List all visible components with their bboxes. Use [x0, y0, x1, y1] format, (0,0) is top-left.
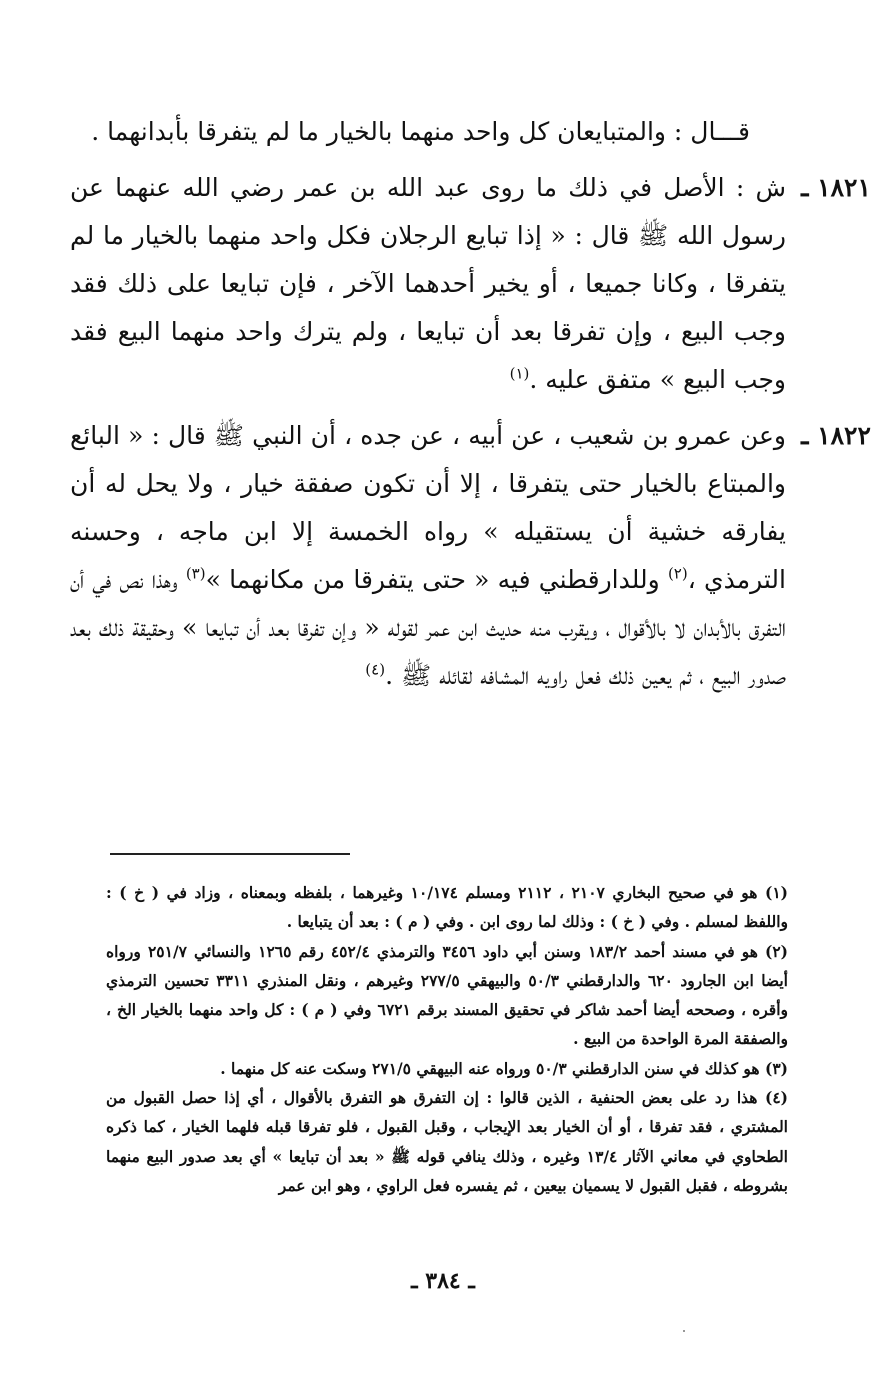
footnote-ref: (٢) — [667, 564, 688, 583]
main-text — [70, 108, 871, 700]
speck — [683, 1330, 685, 1332]
footnote-ref: (٣) — [185, 564, 206, 583]
entry-number: ١٨٢١ ـ — [801, 173, 871, 202]
entry-text — [70, 164, 786, 404]
entry-body: وهذا نص في أن التفرق بالأبدان لا بالأقوال ، ويقرب منه حديث ابن عمر لقوله « وإن تفرقا بعد أن تبايعا » وحقيقة ذلك بعد صدور البيع ، ثم يعين ذلك فعل راويه المشافه لقائله ﷺ . — [70, 565, 786, 690]
entry-body: وللدارقطني فيه « حتى يتفرقا من مكانهما » — [205, 565, 668, 594]
footnote: (١) هو في صحيح البخاري ٢١٠٧ ، ٢١١٢ ومسلم ١٠/١٧٤ وغيرهما ، بلفظه وبمعناه ، وزاد في ( خ ) : واللفظ لمسلم . وفي ( خ ) : وذلك لما روى ابن . وفي ( م ) : بعد أن يتبايعا . — [106, 883, 789, 932]
footnotes — [106, 878, 788, 1200]
footnote-ref: (١) — [509, 364, 530, 383]
page-number: ـ ٣٨٤ ـ — [411, 1268, 475, 1294]
footnote-separator — [110, 853, 350, 855]
entry-text — [70, 412, 786, 700]
entry-1821 — [70, 164, 871, 404]
footnote-ref: (٤) — [365, 660, 386, 679]
entry-body: ش : الأصل في ذلك ما روى عبد الله بن عمر رضي الله عنهما عن رسول الله ﷺ قال : « إذا تبايع الرجلان فكل واحد منهما بالخيار ما لم يتفرقا ، وكانا جميعا ، أو يخير أحدهما الآخر ، فإن تبايعا على ذلك فقد وجب البيع ، وإن تفرقا بعد أن تبايعا ، ولم يترك واحد منهما البيع فقد وجب البيع » متفق عليه . — [70, 173, 786, 394]
matn-text: قـــال : والمتبايعان كل واحد منهما بالخيار ما لم يتفرقا بأبدانهما . — [91, 117, 750, 146]
footnote: (٢) هو في مسند أحمد ١٨٣/٢ وسنن أبي داود ٣٤٥٦ والترمذي ٤٥٢/٤ رقم ١٢٦٥ والنسائي ٢٥١/٧ ورواه أيضا ابن الجارود ٦٢٠ والدارقطني ٥٠/٣ والبيهقي ٢٧٧/٥ وغيرهم ، ونقل المنذري ٣٣١١ تحسين الترمذي وأقره ، وصححه أيضا أحمد شاكر في تحقيق المسند برقم ٦٧٢١ وفي ( م ) : كل واحد منهما بالخيار الخ ، والصفقة المرة الواحدة من البيع . — [106, 941, 788, 1049]
entry-1822 — [70, 412, 871, 700]
entry-number: ١٨٢٢ ـ — [801, 421, 871, 450]
footnote: (٤) هذا رد على بعض الحنفية ، الذين قالوا : إن التفرق هو التفرق بالأقوال ، أي إذا حصل القبول من المشتري ، فقد تفرقا ، أو أن الخيار بعد الإيجاب ، وقبل القبول ، فلو تفرقا قبله فلهما الخيار ، كما ذكره الطحاوي في معاني الآثار ١٣/٤ وغيره ، وذلك ينافي قوله ﷺ « بعد أن تبايعا » أي بعد صدور البيع منهما بشروطه ، فقبل القبول لا يسميان بيعين ، ثم يفسره فعل الراوي ، وهو ابن عمر — [106, 1088, 788, 1195]
matn-paragraph — [70, 108, 786, 156]
footnote: (٣) هو كذلك في سنن الدارقطني ٥٠/٣ ورواه عنه البيهقي ٢٧١/٥ وسكت عنه كل منهما . — [220, 1058, 788, 1078]
entry-body: وعن عمرو بن شعيب ، عن أبيه ، عن جده ، أن النبي ﷺ قال : « البائع والمبتاع بالخيار حتى يتفرقا ، إلا أن تكون صفقة خيار ، ولا يحل له أن يفارقه خشية أن يستقيله » رواه الخمسة إلا ابن ماجه ، وحسنه الترمذي ، — [70, 421, 786, 594]
